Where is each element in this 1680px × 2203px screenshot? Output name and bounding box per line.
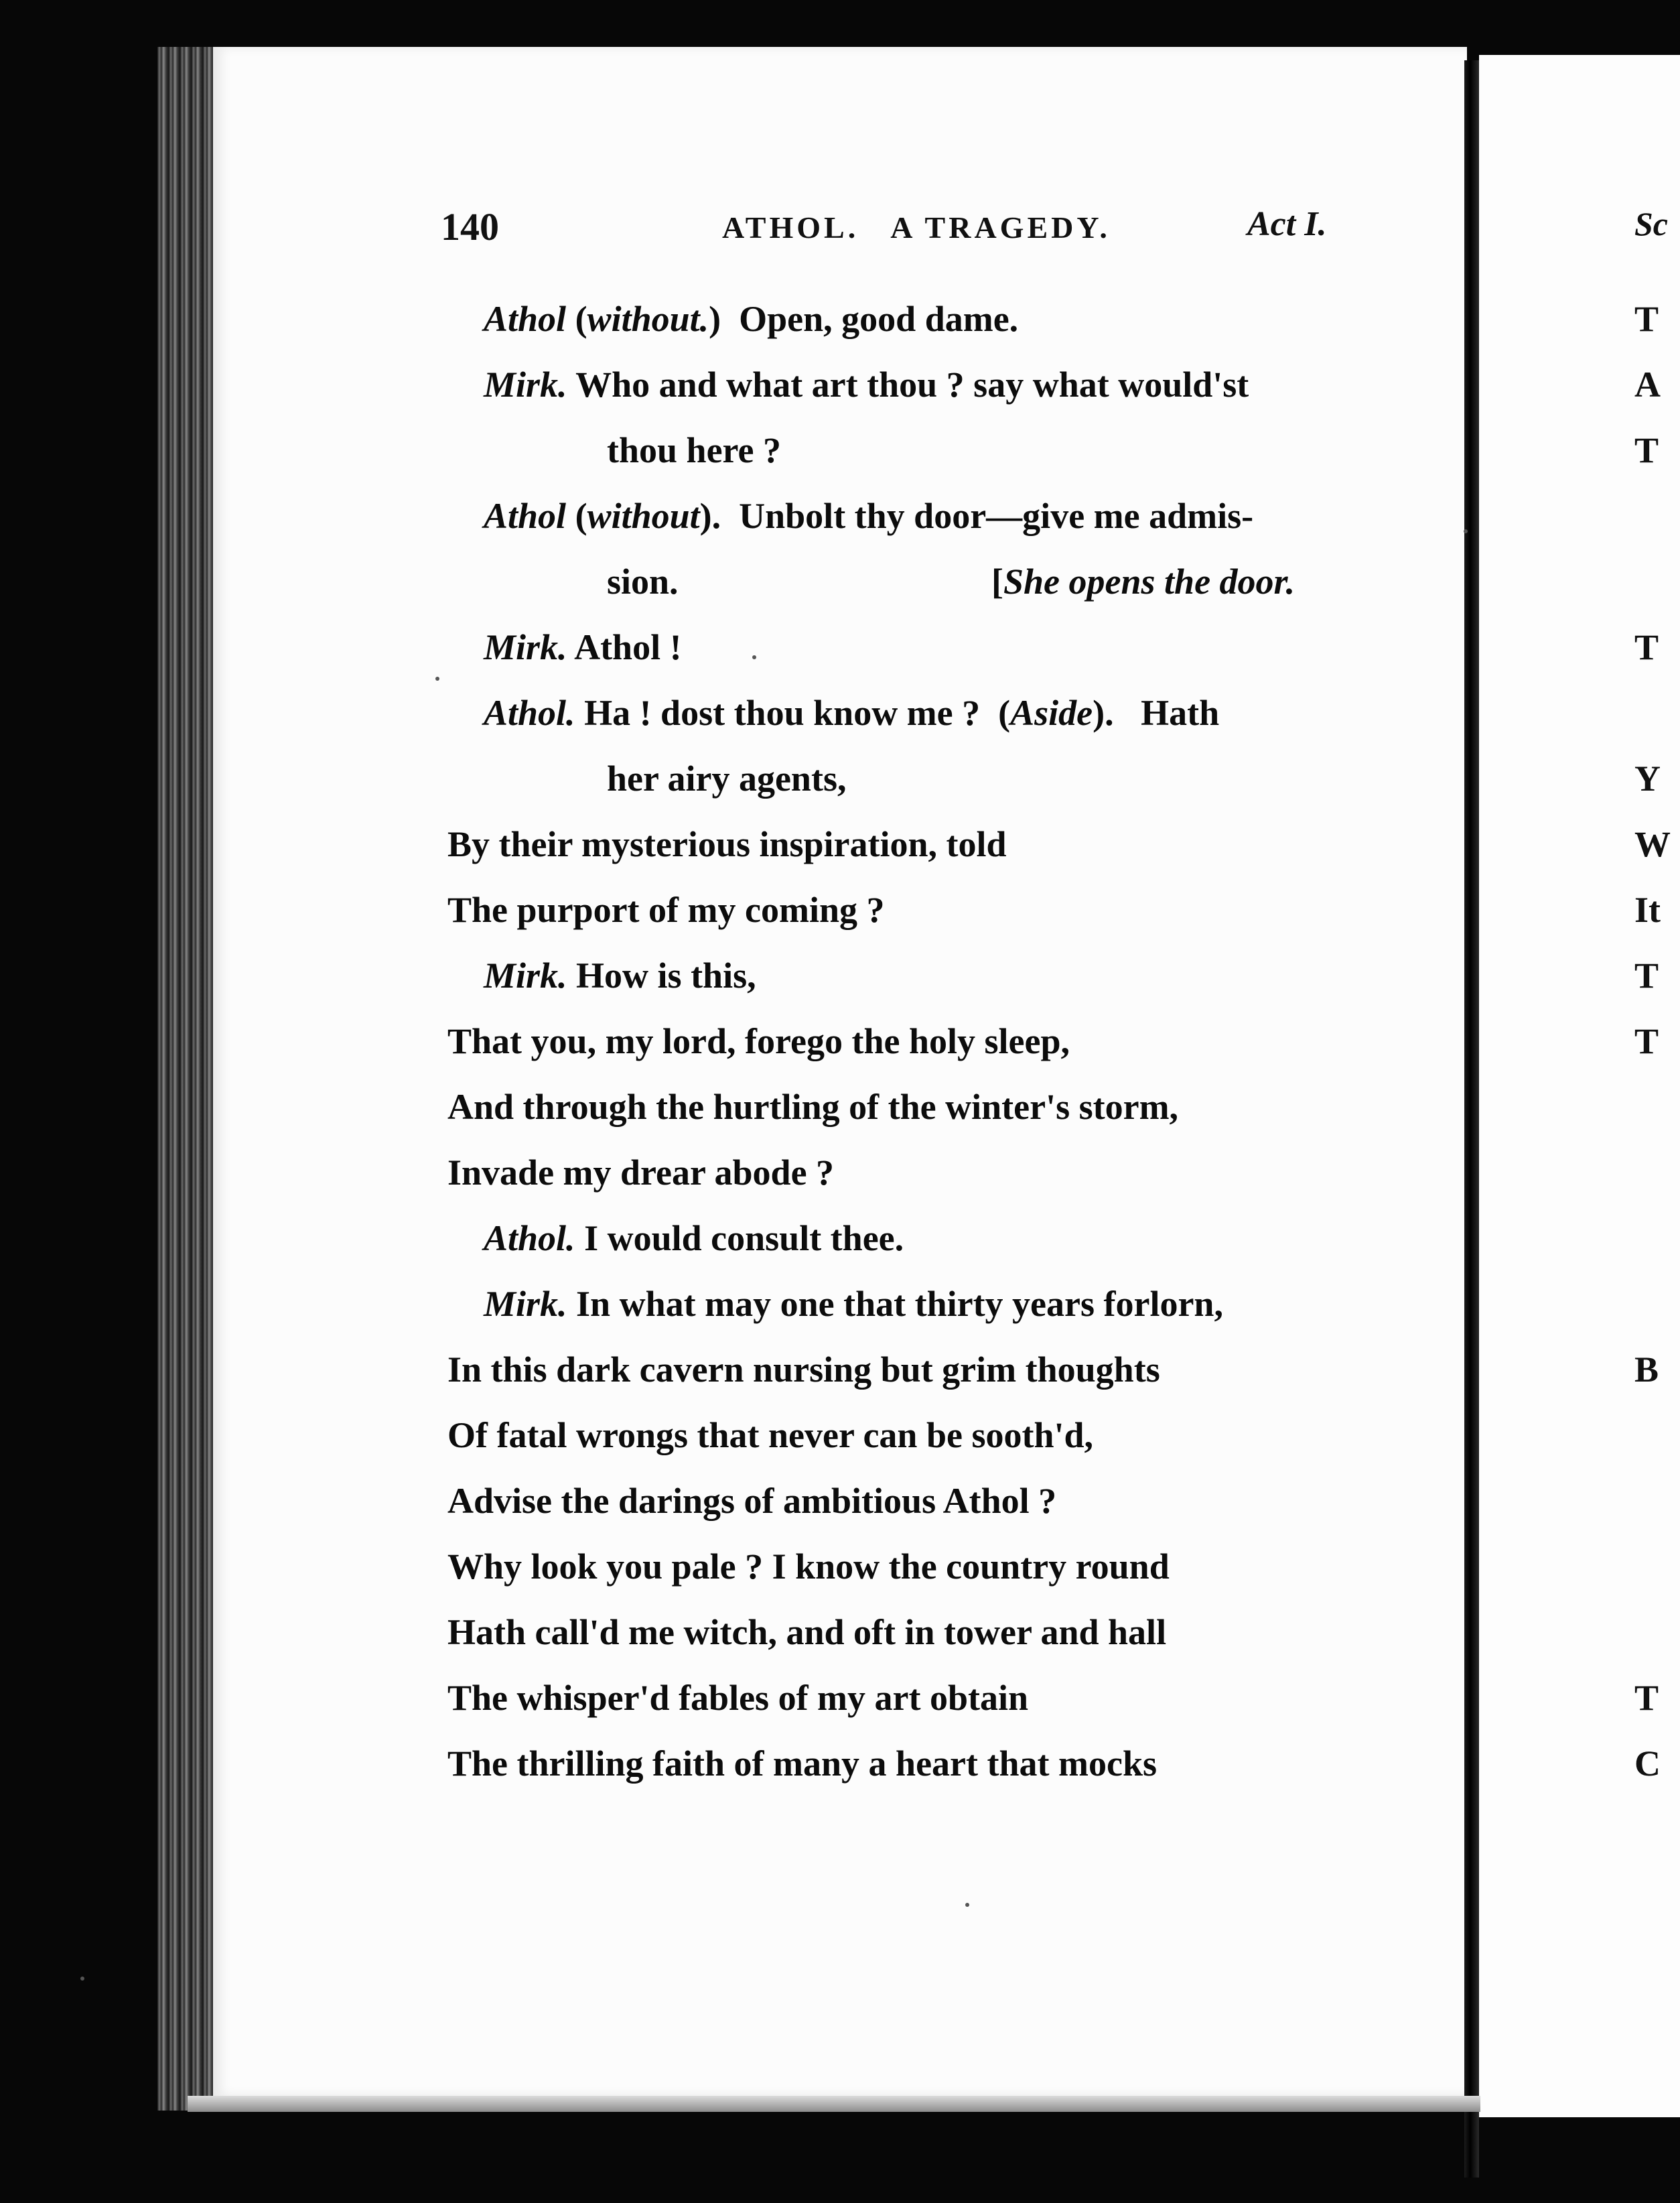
text-line: Athol (without). Unbolt thy door—give me admis- bbox=[484, 496, 1254, 536]
text-line: By their mysterious inspiration, told bbox=[447, 824, 1007, 864]
text-line: The whisper'd fables of my art obtain bbox=[447, 1678, 1029, 1718]
text-line: In this dark cavern nursing but grim thoughts bbox=[447, 1349, 1160, 1390]
facing-letter: T bbox=[1634, 955, 1659, 996]
text-line: Advise the darings of ambitious Athol ? bbox=[447, 1481, 1057, 1521]
act-label: Act I. bbox=[1247, 205, 1327, 243]
running-title: ATHOL. A TRAGEDY. bbox=[722, 210, 1111, 245]
scan-speck bbox=[80, 1977, 84, 1981]
text-line: Athol. I would consult thee. bbox=[484, 1218, 904, 1258]
facing-letter: T bbox=[1634, 299, 1659, 339]
text-line: Hath call'd me witch, and oft in tower and hall bbox=[447, 1612, 1167, 1652]
speaker-name: Athol. bbox=[484, 693, 575, 733]
text-line: Invade my drear abode ? bbox=[447, 1152, 835, 1193]
text-line: Athol. Ha ! dost thou know me ? (Aside). Hath bbox=[484, 693, 1220, 733]
scan-speck bbox=[435, 677, 439, 681]
speaker-name: Athol. bbox=[484, 1218, 575, 1258]
page-bottom-edge bbox=[188, 2096, 1480, 2112]
text-line: Mirk. Athol ! bbox=[484, 627, 682, 667]
speaker-name: Mirk. bbox=[484, 955, 567, 996]
stage-direction: without. bbox=[587, 299, 709, 339]
book-spine bbox=[157, 47, 221, 2111]
facing-letter: C bbox=[1634, 1743, 1661, 1784]
facing-letter: A bbox=[1634, 364, 1661, 405]
text-line: Mirk. In what may one that thirty years forlorn, bbox=[484, 1284, 1223, 1324]
left-page bbox=[213, 47, 1467, 2096]
text-line: The thrilling faith of many a heart that mocks bbox=[447, 1743, 1157, 1784]
text-line: Why look you pale ? I know the country round bbox=[447, 1546, 1170, 1587]
text-line: That you, my lord, forego the holy sleep, bbox=[447, 1021, 1070, 1061]
text-line: The purport of my coming ? bbox=[447, 890, 885, 930]
facing-letter: T bbox=[1634, 1678, 1659, 1718]
speaker-name: Athol bbox=[484, 299, 567, 339]
text-line: sion. bbox=[607, 561, 679, 602]
facing-letter: B bbox=[1634, 1349, 1659, 1390]
facing-letter: W bbox=[1634, 824, 1671, 864]
stage-direction: without bbox=[587, 496, 700, 536]
speaker-name: Mirk. bbox=[484, 1284, 567, 1324]
text-line: her airy agents, bbox=[607, 758, 847, 799]
facing-letter: T bbox=[1634, 627, 1659, 667]
facing-letter: T bbox=[1634, 430, 1659, 470]
facing-letter: It bbox=[1634, 890, 1661, 930]
text-line: Mirk. How is this, bbox=[484, 955, 756, 996]
scan-speck bbox=[965, 1903, 969, 1907]
text-line: thou here ? bbox=[607, 430, 782, 470]
page-gutter bbox=[1464, 60, 1479, 2178]
text-line: Athol (without.) Open, good dame. bbox=[484, 299, 1019, 339]
stage-direction: [She opens the door. bbox=[991, 561, 1296, 602]
page-number: 140 bbox=[441, 205, 499, 249]
text-line: And through the hurtling of the winter's storm, bbox=[447, 1087, 1179, 1127]
text-line: Mirk. Who and what art thou ? say what would'st bbox=[484, 364, 1249, 405]
text-line: Of fatal wrongs that never can be sooth'd, bbox=[447, 1415, 1094, 1455]
facing-letter: T bbox=[1634, 1021, 1659, 1061]
scan-speck bbox=[1464, 529, 1468, 533]
speaker-name: Mirk. bbox=[484, 364, 567, 405]
facing-letter: Y bbox=[1634, 758, 1661, 799]
facing-header-fragment: Sc bbox=[1634, 205, 1668, 243]
speaker-name: Mirk. bbox=[484, 627, 567, 667]
scan-speck bbox=[752, 655, 756, 659]
speaker-name: Athol bbox=[484, 496, 567, 536]
stage-direction: Aside bbox=[1010, 693, 1093, 733]
